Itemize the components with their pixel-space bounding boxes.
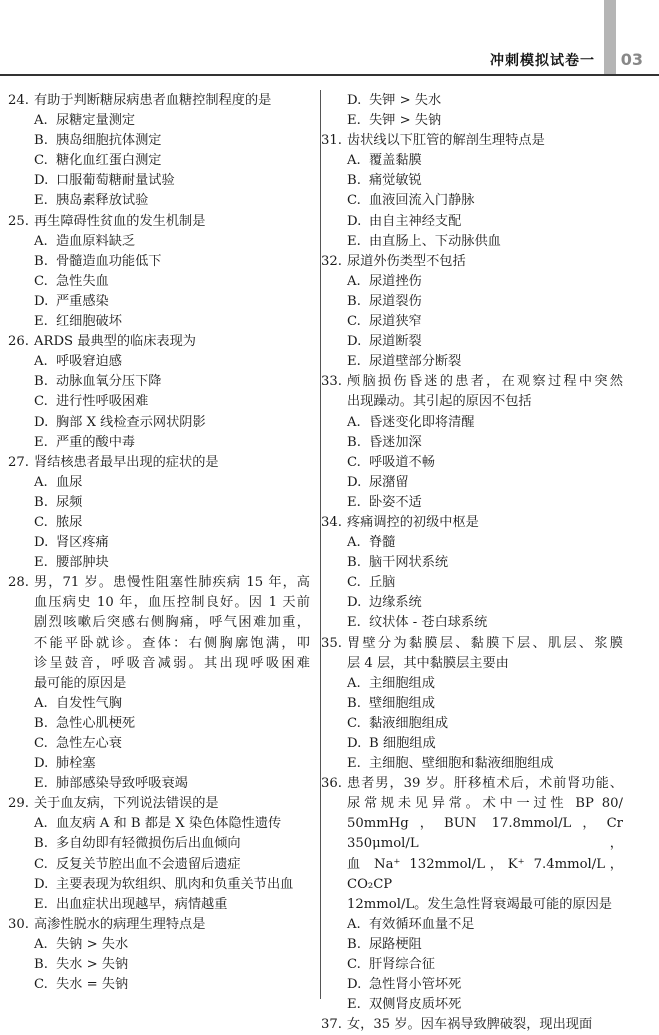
- option-letter: C.: [347, 314, 361, 330]
- option-text: 脑干网状系统: [369, 555, 449, 571]
- question-stem-line: [321, 392, 623, 412]
- option-letter: D.: [347, 595, 362, 611]
- question-number: [8, 613, 34, 633]
- question-stem-text: 尿常规未见异常。术中一过性 BP 80/: [347, 796, 623, 812]
- question-stem-line: [321, 774, 623, 794]
- question-number: 34.: [321, 514, 342, 530]
- answer-option: [321, 473, 623, 493]
- option-letter: E.: [347, 997, 361, 1013]
- question-number: 32.: [321, 253, 342, 269]
- option-letter: A.: [347, 535, 361, 551]
- answer-option: [8, 955, 310, 975]
- question-stem-line: [321, 794, 623, 814]
- option-letter: B.: [347, 173, 361, 189]
- answer-option: [321, 151, 623, 171]
- question-stem-line: [321, 654, 623, 674]
- answer-option: [321, 573, 623, 593]
- option-text: 急性心肌梗死: [56, 715, 136, 731]
- right-column: [321, 91, 623, 1035]
- option-letter: D.: [34, 293, 49, 309]
- question-stem-text: 尿道外伤类型不包括: [347, 253, 466, 269]
- option-letter: D.: [34, 173, 49, 189]
- option-text: 失钾 > 失钠: [369, 113, 442, 129]
- question-stem-text: 男，71 岁。患慢性阻塞性肺疾病 15 年，高: [34, 575, 310, 591]
- question-number: 30.: [8, 916, 29, 932]
- option-text: 尿路梗阻: [369, 936, 422, 952]
- question-number: [321, 855, 347, 895]
- option-letter: E.: [34, 776, 48, 792]
- option-letter: E.: [34, 896, 48, 912]
- option-letter: E.: [34, 193, 48, 209]
- answer-option: [8, 935, 310, 955]
- option-letter: A.: [34, 233, 48, 249]
- option-letter: C.: [34, 394, 48, 410]
- option-text: 双侧肾皮质坏死: [369, 997, 462, 1013]
- question-stem-text: 关于血友病，下列说法错误的是: [34, 796, 219, 812]
- option-letter: C.: [34, 273, 48, 289]
- question-stem-line: [321, 131, 623, 151]
- question-stem-text: 50mmHg，BUN 17.8mmol/L，Cr 350μmol/L，: [347, 816, 623, 852]
- answer-option: [321, 674, 623, 694]
- option-text: 纹状体 - 苍白球系统: [369, 615, 488, 631]
- option-letter: A.: [34, 936, 48, 952]
- option-text: 尿糖定量测定: [56, 113, 136, 129]
- answer-option: [8, 694, 310, 714]
- option-text: 进行性呼吸困难: [56, 394, 149, 410]
- option-letter: E.: [347, 354, 361, 370]
- option-letter: E.: [347, 233, 361, 249]
- option-letter: E.: [34, 434, 48, 450]
- option-letter: D.: [34, 756, 49, 772]
- question-number: 27.: [8, 454, 29, 470]
- answer-option: [321, 754, 623, 774]
- question-stem-line: [321, 895, 623, 915]
- answer-option: [8, 433, 310, 453]
- option-letter: B.: [34, 374, 48, 390]
- option-letter: D.: [34, 535, 49, 551]
- question-stem-text: 12mmol/L。发生急性肾衰竭最可能的原因是: [347, 896, 612, 912]
- question-stem-line: [8, 674, 310, 694]
- option-letter: C.: [34, 736, 48, 751]
- answer-option: [8, 493, 310, 513]
- question-stem-text: 有助于判断糖尿病患者血糖控制程度的是: [34, 93, 272, 108]
- question-number: 29.: [8, 796, 29, 812]
- question-stem-text: 不能平卧就诊。查体：右侧胸廓饱满，叩: [34, 635, 310, 651]
- option-text: 急性肾小管坏死: [369, 977, 462, 993]
- question-number: [321, 814, 347, 854]
- question-number: [8, 634, 34, 654]
- option-letter: C.: [347, 575, 361, 591]
- option-letter: A.: [34, 695, 48, 711]
- question-stem-text: 颅脑损伤昏迷的患者，在观察过程中突然: [347, 374, 623, 390]
- header-rule: [0, 74, 659, 76]
- option-text: 严重的酸中毒: [56, 434, 136, 450]
- option-text: 尿道断裂: [369, 334, 422, 350]
- option-text: 失钠 > 失水: [56, 936, 129, 952]
- answer-option: [321, 553, 623, 573]
- question-stem-line: [321, 855, 623, 895]
- answer-option: [321, 915, 623, 935]
- option-text: 主细胞、壁细胞和黏液细胞组成: [369, 756, 554, 772]
- question-number: 33.: [321, 374, 342, 390]
- option-letter: B.: [34, 133, 48, 149]
- option-text: 尿道狭窄: [369, 314, 422, 330]
- answer-option: [8, 292, 310, 312]
- answer-option: [8, 372, 310, 392]
- option-text: 丘脑: [369, 575, 396, 591]
- option-letter: A.: [347, 414, 361, 430]
- answer-option: [321, 613, 623, 633]
- answer-option: [321, 955, 623, 975]
- option-letter: C.: [34, 514, 48, 530]
- option-text: 急性失血: [56, 273, 109, 289]
- option-text: 失水 > 失钠: [56, 957, 129, 973]
- option-letter: B.: [34, 253, 48, 269]
- answer-option: [8, 814, 310, 834]
- answer-option: [321, 91, 623, 111]
- option-text: 出血症状出现越早，病情越重: [56, 896, 228, 912]
- option-letter: B.: [34, 715, 48, 731]
- answer-option: [8, 855, 310, 875]
- question-stem-text: 肾结核患者最早出现的症状的是: [34, 454, 219, 470]
- option-letter: A.: [34, 474, 48, 490]
- question-stem-text: 女，35 岁。因车祸导致脾破裂，现出现面: [347, 1017, 593, 1033]
- option-text: 胰岛细胞抗体测定: [56, 133, 162, 149]
- option-letter: C.: [347, 715, 361, 731]
- question-stem-text: 最可能的原因是: [34, 675, 127, 691]
- option-letter: A.: [34, 816, 48, 832]
- option-text: 呼吸道不畅: [369, 454, 435, 470]
- option-letter: E.: [347, 494, 361, 510]
- option-letter: D.: [347, 93, 362, 108]
- option-letter: B.: [347, 555, 361, 571]
- question-stem-line: [8, 91, 310, 111]
- answer-option: [321, 995, 623, 1015]
- question-stem-line: [321, 1015, 623, 1035]
- answer-option: [321, 332, 623, 352]
- question-stem-line: [8, 453, 310, 473]
- option-text: 边缘系统: [369, 595, 422, 611]
- answer-option: [321, 111, 623, 131]
- option-text: 血液回流入门静脉: [369, 193, 475, 209]
- answer-option: [321, 352, 623, 372]
- question-block: [8, 453, 310, 574]
- option-letter: D.: [34, 414, 49, 430]
- option-text: 覆盖黏膜: [369, 153, 422, 169]
- question-stem-text: 疼痛调控的初级中枢是: [347, 514, 479, 530]
- option-text: 失水 = 失钠: [56, 977, 129, 993]
- option-text: 昏迷加深: [369, 434, 422, 450]
- option-text: 由自主神经支配: [369, 213, 462, 229]
- option-text: 有效循环血量不足: [369, 916, 475, 932]
- answer-option: [321, 433, 623, 453]
- option-letter: C.: [347, 193, 361, 209]
- option-text: 尿频: [56, 494, 83, 510]
- question-block: [8, 212, 310, 333]
- question-number: 25.: [8, 213, 29, 229]
- question-block: [8, 332, 310, 453]
- option-letter: B.: [347, 293, 361, 309]
- option-text: 尿潴留: [369, 474, 409, 490]
- question-block: [321, 91, 623, 131]
- option-text: 造血原料缺乏: [56, 233, 136, 249]
- question-number: 26.: [8, 334, 29, 350]
- option-text: 糖化血红蛋白测定: [56, 153, 162, 169]
- question-number: [321, 794, 347, 814]
- option-text: B 细胞组成: [369, 736, 436, 751]
- question-stem-line: [8, 573, 310, 593]
- question-block: [321, 774, 623, 1015]
- answer-option: [8, 312, 310, 332]
- option-text: 肺栓塞: [56, 756, 96, 772]
- answer-option: [8, 975, 310, 995]
- answer-option: [8, 533, 310, 553]
- answer-option: [321, 593, 623, 613]
- answer-option: [8, 272, 310, 292]
- option-text: 失钾 > 失水: [369, 93, 442, 108]
- question-number: 37.: [321, 1017, 342, 1033]
- left-column: [8, 91, 310, 995]
- question-stem-text: 血压病史 10 年，血压控制良好。因 1 天前: [34, 595, 310, 611]
- option-letter: A.: [347, 153, 361, 169]
- question-stem-text: ARDS 最典型的临床表现为: [34, 334, 196, 350]
- question-stem-text: 胃壁分为黏膜层、黏膜下层、肌层、浆膜: [347, 635, 623, 651]
- question-stem-line: [8, 613, 310, 633]
- option-text: 昏迷变化即将清醒: [369, 414, 475, 430]
- option-text: 脊髓: [369, 535, 396, 551]
- question-stem-line: [8, 593, 310, 613]
- question-stem-text: 层 4 层，其中黏膜层主要由: [347, 655, 509, 671]
- option-letter: A.: [34, 354, 48, 370]
- option-text: 尿道挫伤: [369, 273, 422, 289]
- question-block: [321, 131, 623, 252]
- question-stem-line: [8, 212, 310, 232]
- answer-option: [8, 131, 310, 151]
- option-text: 肺部感染导致呼吸衰竭: [56, 776, 188, 792]
- option-letter: C.: [34, 977, 48, 993]
- question-stem-line: [8, 634, 310, 654]
- option-letter: B.: [34, 957, 48, 973]
- answer-option: [8, 111, 310, 131]
- running-header-title: 冲刺模拟试卷一: [490, 53, 595, 69]
- answer-option: [8, 392, 310, 412]
- question-block: [8, 794, 310, 915]
- question-block: [8, 573, 310, 794]
- option-text: 胰岛素释放试验: [56, 193, 149, 209]
- question-number: 28.: [8, 575, 29, 591]
- option-text: 血友病 A 和 B 都是 X 染色体隐性遗传: [56, 816, 282, 832]
- answer-option: [321, 191, 623, 211]
- question-number: [8, 593, 34, 613]
- option-letter: E.: [34, 555, 48, 571]
- option-text: 呼吸窘迫感: [56, 354, 122, 370]
- option-text: 反复关节腔出血不会遗留后遗症: [56, 856, 241, 872]
- option-text: 主细胞组成: [369, 675, 435, 691]
- answer-option: [321, 212, 623, 232]
- question-stem-line: [321, 372, 623, 392]
- answer-option: [8, 875, 310, 895]
- answer-option: [8, 252, 310, 272]
- question-block: [321, 252, 623, 373]
- question-stem-text: 剧烈咳嗽后突感右侧胸痛，呼气困难加重，: [34, 615, 310, 631]
- option-text: 骨髓造血功能低下: [56, 253, 162, 269]
- answer-option: [321, 975, 623, 995]
- question-number: [321, 392, 347, 412]
- option-letter: E.: [347, 113, 361, 129]
- option-letter: A.: [34, 113, 48, 129]
- option-letter: B.: [34, 494, 48, 510]
- option-letter: D.: [347, 977, 362, 993]
- option-letter: A.: [347, 273, 361, 289]
- question-number: 31.: [321, 133, 342, 149]
- option-text: 由直肠上、下动脉供血: [369, 233, 501, 249]
- answer-option: [8, 834, 310, 854]
- option-text: 卧姿不适: [369, 494, 422, 510]
- answer-option: [321, 312, 623, 332]
- option-text: 肝肾综合征: [369, 957, 435, 973]
- question-stem-text: 高渗性脱水的病理生理特点是: [34, 916, 206, 932]
- option-letter: D.: [347, 736, 362, 751]
- question-block: [8, 91, 310, 212]
- option-letter: E.: [347, 756, 361, 772]
- question-stem-text: 血 Na⁺ 132mmol/L，K⁺ 7.4mmol/L，CO₂CP: [347, 856, 623, 892]
- option-text: 红细胞破坏: [56, 314, 122, 330]
- answer-option: [321, 734, 623, 754]
- answer-option: [321, 171, 623, 191]
- question-block: [321, 634, 623, 775]
- question-stem-line: [8, 654, 310, 674]
- answer-option: [8, 714, 310, 734]
- option-letter: B.: [347, 434, 361, 450]
- answer-option: [8, 734, 310, 754]
- question-number: [8, 674, 34, 694]
- question-number: [321, 654, 347, 674]
- question-stem-text: 再生障碍性贫血的发生机制是: [34, 213, 206, 229]
- option-text: 血尿: [56, 474, 83, 490]
- option-letter: C.: [34, 153, 48, 169]
- question-stem-line: [8, 794, 310, 814]
- answer-option: [321, 453, 623, 473]
- question-number: 36.: [321, 776, 342, 792]
- option-text: 多自幼即有轻微损伤后出血倾向: [56, 836, 241, 852]
- question-stem-line: [8, 332, 310, 352]
- option-text: 尿道壁部分断裂: [369, 354, 462, 370]
- option-letter: D.: [347, 213, 362, 229]
- question-number: 24.: [8, 93, 29, 108]
- answer-option: [8, 191, 310, 211]
- option-letter: A.: [347, 675, 361, 691]
- question-stem-line: [8, 915, 310, 935]
- question-stem-text: 患者男，39 岁。肝移植术后，术前肾功能、: [347, 776, 623, 792]
- answer-option: [8, 774, 310, 794]
- question-stem-line: [321, 634, 623, 654]
- answer-option: [8, 513, 310, 533]
- option-text: 痛觉敏锐: [369, 173, 422, 189]
- option-text: 腰部肿块: [56, 555, 109, 571]
- option-letter: B.: [347, 936, 361, 952]
- option-text: 胸部 X 线检查示网状阴影: [56, 414, 206, 430]
- question-block: [321, 513, 623, 634]
- question-stem-text: 齿状线以下肛管的解剖生理特点是: [347, 133, 545, 149]
- question-number: [321, 895, 347, 915]
- answer-option: [321, 292, 623, 312]
- answer-option: [8, 232, 310, 252]
- question-stem-line: [321, 513, 623, 533]
- answer-option: [8, 352, 310, 372]
- option-text: 主要表现为软组织、肌肉和负重关节出血: [56, 876, 294, 892]
- option-letter: B.: [347, 695, 361, 711]
- option-letter: A.: [347, 916, 361, 932]
- option-text: 严重感染: [56, 293, 109, 309]
- answer-option: [8, 171, 310, 191]
- option-letter: D.: [34, 876, 49, 892]
- option-letter: D.: [347, 474, 362, 490]
- question-number: 35.: [321, 635, 342, 651]
- answer-option: [321, 694, 623, 714]
- answer-option: [8, 413, 310, 433]
- option-text: 尿道裂伤: [369, 293, 422, 309]
- answer-option: [321, 935, 623, 955]
- question-block: [321, 1015, 623, 1035]
- question-number: [8, 654, 34, 674]
- answer-option: [8, 754, 310, 774]
- answer-option: [321, 493, 623, 513]
- question-block: [321, 372, 623, 513]
- answer-option: [321, 413, 623, 433]
- question-stem-text: 诊呈鼓音，呼吸音减弱。其出现呼吸困难: [34, 655, 310, 671]
- option-letter: E.: [34, 314, 48, 330]
- option-letter: C.: [34, 856, 48, 872]
- option-letter: D.: [347, 334, 362, 350]
- answer-option: [321, 533, 623, 553]
- question-stem-text: 出现躁动。其引起的原因不包括: [347, 394, 532, 410]
- header-accent-bar: [604, 0, 616, 74]
- answer-option: [321, 272, 623, 292]
- answer-option: [8, 553, 310, 573]
- option-text: 动脉血氧分压下降: [56, 374, 162, 390]
- option-letter: C.: [347, 957, 361, 973]
- option-text: 肾区疼痛: [56, 535, 109, 551]
- option-text: 壁细胞组成: [369, 695, 435, 711]
- option-text: 口服葡萄糖耐量试验: [56, 173, 175, 189]
- question-stem-line: [321, 252, 623, 272]
- page-number: 03: [620, 50, 643, 69]
- option-letter: C.: [347, 454, 361, 470]
- answer-option: [321, 232, 623, 252]
- option-text: 黏液细胞组成: [369, 715, 449, 731]
- answer-option: [8, 895, 310, 915]
- question-block: [8, 915, 310, 995]
- option-letter: E.: [347, 615, 361, 631]
- option-letter: B.: [34, 836, 48, 852]
- answer-option: [8, 151, 310, 171]
- answer-option: [321, 714, 623, 734]
- option-text: 自发性气胸: [56, 695, 122, 711]
- option-text: 脓尿: [56, 514, 83, 530]
- question-stem-line: [321, 814, 623, 854]
- option-text: 急性左心衰: [56, 736, 122, 751]
- answer-option: [8, 473, 310, 493]
